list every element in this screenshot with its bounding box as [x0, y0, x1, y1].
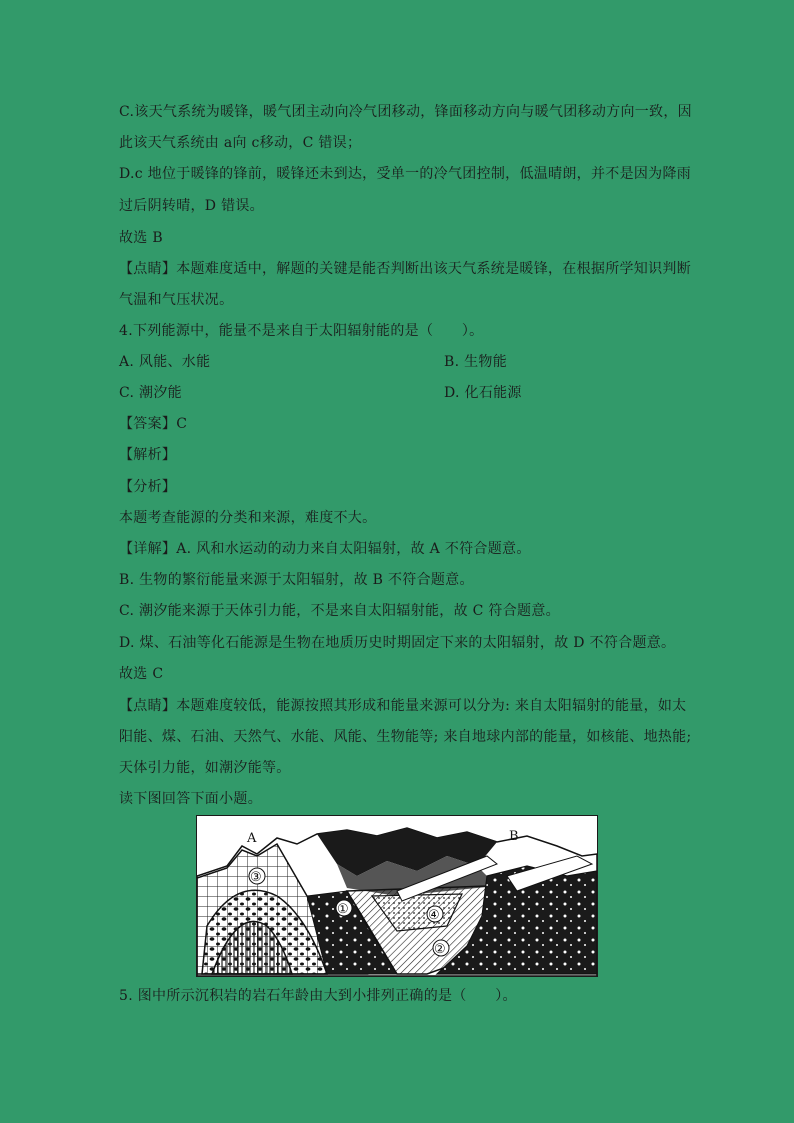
label-4: ④ — [428, 908, 440, 923]
option-a: A. 风能、水能 — [119, 354, 211, 370]
answer-label: 【答案】C — [119, 416, 188, 432]
fenxi-heading: 【分析】 — [119, 479, 177, 495]
option-c-explanation-line2: 此该天气系统由 a向 c移动，C 错误； — [119, 135, 362, 151]
label-b: B — [509, 829, 519, 844]
option-b: B. 生物能 — [444, 354, 507, 370]
label-2: ② — [434, 942, 446, 957]
option-c-explanation-line1: C.该天气系统为暖锋，暖气团主动向冷气团移动，锋面移动方向与暖气团移动方向一致，因 — [119, 104, 692, 120]
label-1: ① — [337, 902, 349, 917]
answer-choice-1: 故选 B — [119, 230, 163, 246]
label-a: A — [247, 831, 257, 846]
question-4: 4.下列能源中，能量不是来自于太阳辐射能的是（ ）。 — [119, 323, 484, 339]
option-d: D. 化石能源 — [444, 385, 522, 401]
label-3: ③ — [250, 870, 262, 885]
geologic-cross-section-figure — [196, 815, 598, 977]
option-d-explanation-line2: 过后阴转晴，D 错误。 — [119, 198, 264, 214]
dianjing-1-line2: 气温和气压状况。 — [119, 292, 234, 308]
xiangjie-line-c: C. 潮汐能来源于天体引力能，不是来自太阳辐射能，故 C 符合题意。 — [119, 603, 560, 619]
xiangjie-line-a: 【详解】A. 风和水运动的动力来自太阳辐射，故 A 不符合题意。 — [119, 541, 531, 557]
answer-choice-2: 故选 C — [119, 666, 164, 682]
dianjing-1-line1: 【点睛】本题难度适中，解题的关键是能否判断出该天气系统是暖锋，在根据所学知识判断 — [119, 261, 691, 277]
xiangjie-line-b: B. 生物的繁衍能量来源于太阳辐射，故 B 不符合题意。 — [119, 572, 474, 588]
dianjing-2-line1: 【点睛】本题难度较低，能源按照其形成和能量来源可以分为: 来自太阳辐射的能量，如太 — [119, 698, 687, 714]
dianjing-2-line2: 阳能、煤、石油、天然气、水能、风能、生物能等; 来自地球内部的能量，如核能、地热能; — [119, 729, 692, 745]
fenxi-text: 本题考查能源的分类和来源，难度不大。 — [119, 510, 377, 526]
dianjing-2-line3: 天体引力能，如潮汐能等。 — [119, 760, 291, 776]
jiexi-heading: 【解析】 — [119, 447, 177, 463]
read-figure-instruction: 读下图回答下面小题。 — [119, 791, 262, 807]
option-c: C. 潮汐能 — [119, 385, 182, 401]
question-5: 5. 图中所示沉积岩的岩石年龄由大到小排列正确的是（ ）。 — [119, 988, 517, 1004]
xiangjie-line-d: D. 煤、石油等化石能源是生物在地质历史时期固定下来的太阳辐射，故 D 不符合题意。 — [119, 635, 676, 651]
option-d-explanation-line1: D.c 地位于暖锋的锋前，暖锋还未到达，受单一的冷气团控制，低温晴朗，并不是因为降雨 — [119, 166, 692, 182]
